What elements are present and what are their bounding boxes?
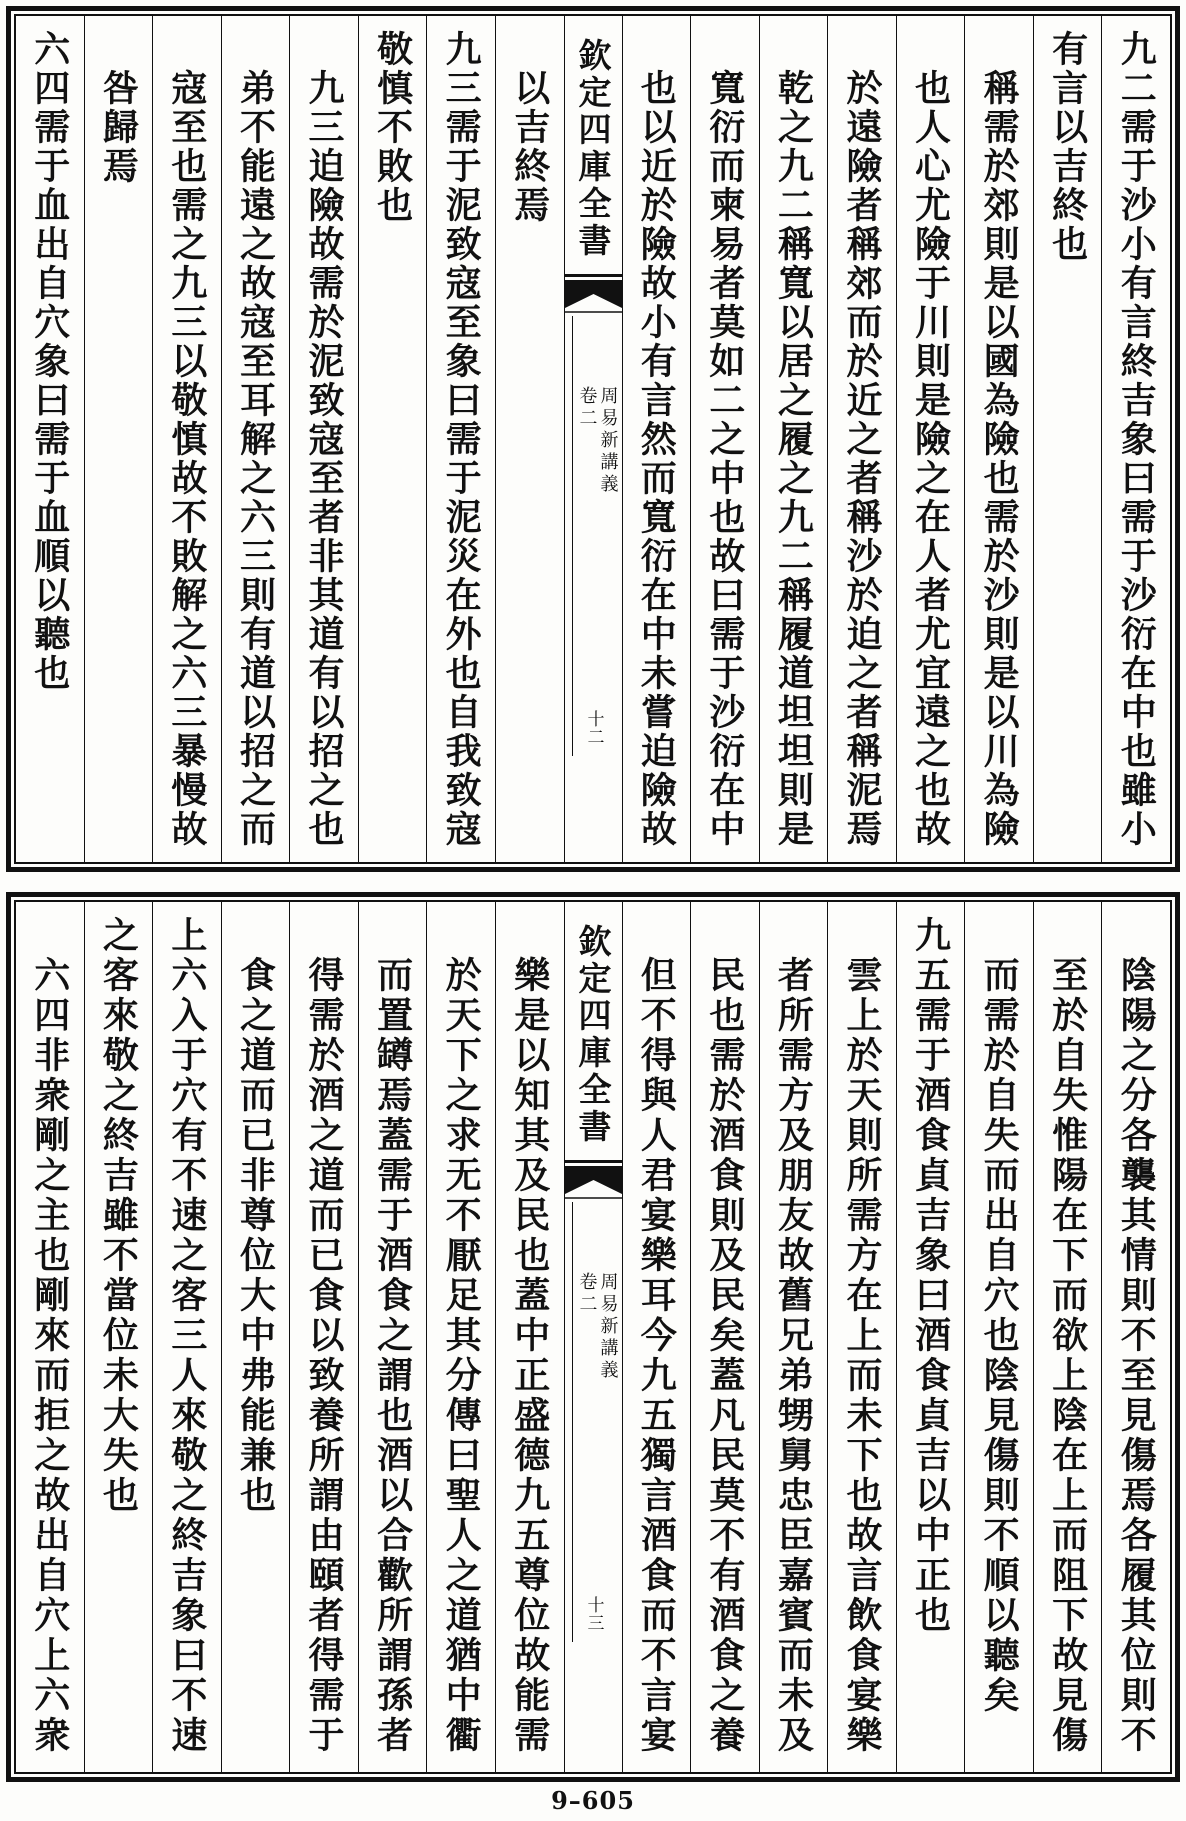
commentary-column <box>622 902 691 1772</box>
classic-text-column <box>426 16 495 862</box>
fold-labels <box>575 1272 620 1382</box>
commentary-column <box>827 16 896 862</box>
commentary-column <box>289 902 358 1772</box>
page-fold <box>564 902 622 1772</box>
commentary-text: 民也需於酒食則及民矣蓋凡民莫不有酒食之養 <box>703 956 746 1756</box>
commentary-column <box>152 16 221 862</box>
reprint-page-reference: 9–605 <box>551 1786 635 1815</box>
commentary-text: 也人心尤險于川則是險之在人者尤宜遠之也故 <box>909 69 952 849</box>
volume-label: 卷二 <box>576 386 598 430</box>
fishtail-ornament <box>565 1160 622 1200</box>
commentary-text: 得需於酒之道而已食以致養所謂由頤者得需于 <box>303 956 346 1756</box>
classic-text: 敬慎不敗也 <box>371 30 414 225</box>
fold-labels <box>575 386 620 496</box>
commentary-text: 於天下之求无不厭足其分傳曰聖人之道猶中衢 <box>440 956 483 1756</box>
commentary-column <box>690 902 759 1772</box>
commentary-column <box>221 16 290 862</box>
commentary-text: 弟不能遠之故寇至耳解之六三則有道以招之而 <box>234 69 277 849</box>
volume-label: 卷二 <box>576 1272 598 1316</box>
commentary-text: 而置罇焉蓋需于酒食之謂也酒以合歡所謂孫者 <box>371 956 414 1756</box>
commentary-text: 而需於自失而出自穴也陰見傷則不順以聽矣 <box>978 956 1021 1716</box>
commentary-column <box>622 16 691 862</box>
series-title: 欽定四庫全書 <box>573 38 613 260</box>
classic-text-column <box>896 902 965 1772</box>
commentary-column <box>690 16 759 862</box>
book-title: 周易新講義 <box>597 386 619 496</box>
commentary-text: 六四非衆剛之主也剛來而拒之故出自穴上六衆 <box>28 956 71 1756</box>
commentary-text: 於遠險者稱郊而於近之者稱沙於迫之者稱泥焉 <box>840 69 883 849</box>
classic-text: 有言以吉終也 <box>1046 30 1089 264</box>
classic-text: 之客來敬之終吉雖不當位未大失也 <box>97 916 140 1516</box>
commentary-text: 雲上於天則所需方在上而未下也故言飲食宴樂 <box>840 956 883 1756</box>
lower-page-frame <box>6 892 1180 1782</box>
commentary-column <box>289 16 358 862</box>
commentary-column <box>759 902 828 1772</box>
page-fold <box>564 16 622 862</box>
commentary-column <box>426 902 495 1772</box>
classic-text-column <box>1033 16 1102 862</box>
fold-inner-rule <box>572 316 573 756</box>
commentary-text: 樂是以知其及民也蓋中正盛德九五尊位故能需 <box>508 956 551 1756</box>
page-number: 十三 <box>583 1596 604 1632</box>
commentary-text: 九三迫險故需於泥致寇至者非其道有以招之也 <box>303 69 346 849</box>
commentary-text: 乾之九二稱寬以居之履之九二稱履道坦坦則是 <box>772 69 815 849</box>
commentary-text: 至於自失惟陽在下而欲上陰在上而阻下故見傷 <box>1046 956 1089 1756</box>
fishtail-ornament <box>565 274 622 314</box>
classic-text-column <box>152 902 221 1772</box>
commentary-column <box>495 902 564 1772</box>
lower-page-columns <box>14 900 1172 1774</box>
classic-text: 六四需于血出自穴象曰需于血順以聽也 <box>28 30 71 693</box>
commentary-text: 食之道而已非尊位大中弗能兼也 <box>234 956 277 1516</box>
series-title: 欽定四庫全書 <box>573 924 613 1146</box>
classic-text-column <box>1101 16 1170 862</box>
commentary-column <box>358 902 427 1772</box>
commentary-column <box>896 16 965 862</box>
upper-page-columns <box>14 14 1172 864</box>
commentary-column <box>1101 902 1170 1772</box>
fold-inner-rule <box>572 1202 573 1642</box>
classic-text-column <box>358 16 427 862</box>
commentary-column <box>964 902 1033 1772</box>
classic-text-column <box>84 902 153 1772</box>
commentary-column <box>16 902 84 1772</box>
commentary-column <box>1033 902 1102 1772</box>
commentary-text: 寬衍而柬易者莫如二之中也故曰需于沙衍在中 <box>703 69 746 849</box>
commentary-column <box>495 16 564 862</box>
book-title: 周易新講義 <box>597 1272 619 1382</box>
classic-text: 上六入于穴有不速之客三人來敬之終吉象曰不速 <box>165 916 208 1756</box>
commentary-column <box>827 902 896 1772</box>
commentary-column <box>84 16 153 862</box>
commentary-column <box>221 902 290 1772</box>
commentary-text: 也以近於險故小有言然而寬衍在中未嘗迫險故 <box>635 69 678 849</box>
commentary-column <box>759 16 828 862</box>
commentary-text: 但不得與人君宴樂耳今九五獨言酒食而不言宴 <box>635 956 678 1756</box>
classic-text-column <box>16 16 84 862</box>
classic-text: 九二需于沙小有言終吉象曰需于沙衍在中也雖小 <box>1115 30 1158 849</box>
commentary-text: 稱需於郊則是以國為險也需於沙則是以川為險 <box>978 69 1021 849</box>
classic-text: 九五需于酒食貞吉象曰酒食貞吉以中正也 <box>909 916 952 1636</box>
commentary-text: 寇至也需之九三以敬慎故不敗解之六三暴慢故 <box>165 69 208 849</box>
commentary-text: 咎歸焉 <box>97 69 140 186</box>
commentary-column <box>964 16 1033 862</box>
page-number: 十二 <box>583 710 604 746</box>
classic-text: 九三需于泥致寇至象曰需于泥災在外也自我致寇 <box>440 30 483 849</box>
upper-page-frame <box>6 6 1180 872</box>
commentary-text: 者所需方及朋友故舊兄弟甥舅忠臣嘉賓而未及 <box>772 956 815 1756</box>
commentary-text: 陰陽之分各襲其情則不至見傷焉各履其位則不 <box>1115 956 1158 1756</box>
commentary-text: 以吉終焉 <box>508 69 551 225</box>
